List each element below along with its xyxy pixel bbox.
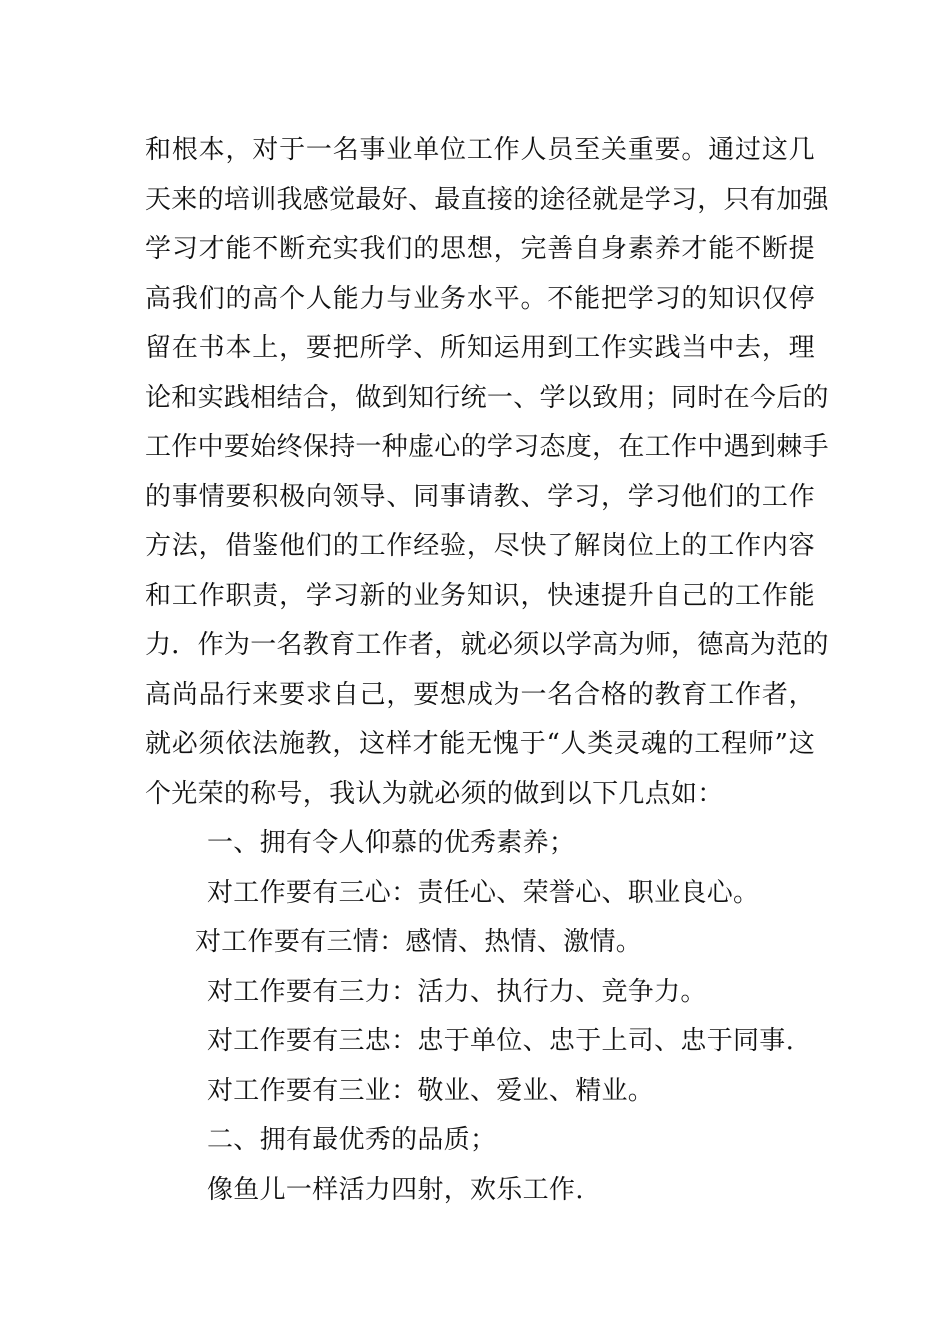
list-item: 对工作要有三忠：忠于单位、忠于上司、忠于同事. [207,1026,795,1056]
document-body [145,126,829,1215]
paragraph-line: 论和实践相结合，做到知行统一、学以致用；同时在今后的 [145,382,829,413]
paragraph-line: 高尚品行来要求自己，要想成为一名合格的教育工作者， [145,679,815,710]
paragraph-line: 和工作职责，学习新的业务知识，快速提升自己的工作能 [145,580,815,611]
paragraph-line: 力．作为一名教育工作者，就必须以学高为师，德高为范的 [145,630,829,660]
paragraph-line: 和根本，对于一名事业单位工作人员至关重要。通过这几 [145,135,815,165]
section-heading: 一、拥有令人仰慕的优秀素养； [207,828,576,858]
paragraph-line: 工作中要始终保持一种虚心的学习态度，在工作中遇到棘手 [145,432,829,462]
list-item: 像鱼儿一样活力四射，欢乐工作. [207,1174,584,1205]
paragraph-line: 留在书本上，要把所学、所知运用到工作实践当中去，理 [145,333,815,363]
list-item: 对工作要有三心：责任心、荣誉心、职业良心。 [207,877,760,908]
paragraph-line: 个光荣的称号，我认为就必须的做到以下几点如： [145,778,724,809]
paragraph-line: 高我们的高个人能力与业务水平。不能把学习的知识仅停 [145,283,815,314]
paragraph-line: 天来的培训我感觉最好、最直接的途径就是学习，只有加强 [145,184,829,215]
paragraph-line: 学习才能不断充实我们的思想，完善自身素养才能不断提 [145,234,815,264]
paragraph-line: 就必须依法施教，这样才能无愧于“人类灵魂的工程师”这 [145,729,815,759]
list-item: 对工作要有三业：敬业、爱业、精业。 [207,1075,655,1106]
list-item: 对工作要有三情：感情、热情、激情。 [195,927,643,957]
paragraph-line: 方法，借鉴他们的工作经验，尽快了解岗位上的工作内容 [145,531,815,561]
paragraph-line: 的事情要积极向领导、同事请教、学习，学习他们的工作 [145,481,815,512]
section-heading: 二、拥有最优秀的品质； [207,1125,497,1155]
list-item: 对工作要有三力：活力、执行力、竞争力。 [207,976,707,1007]
